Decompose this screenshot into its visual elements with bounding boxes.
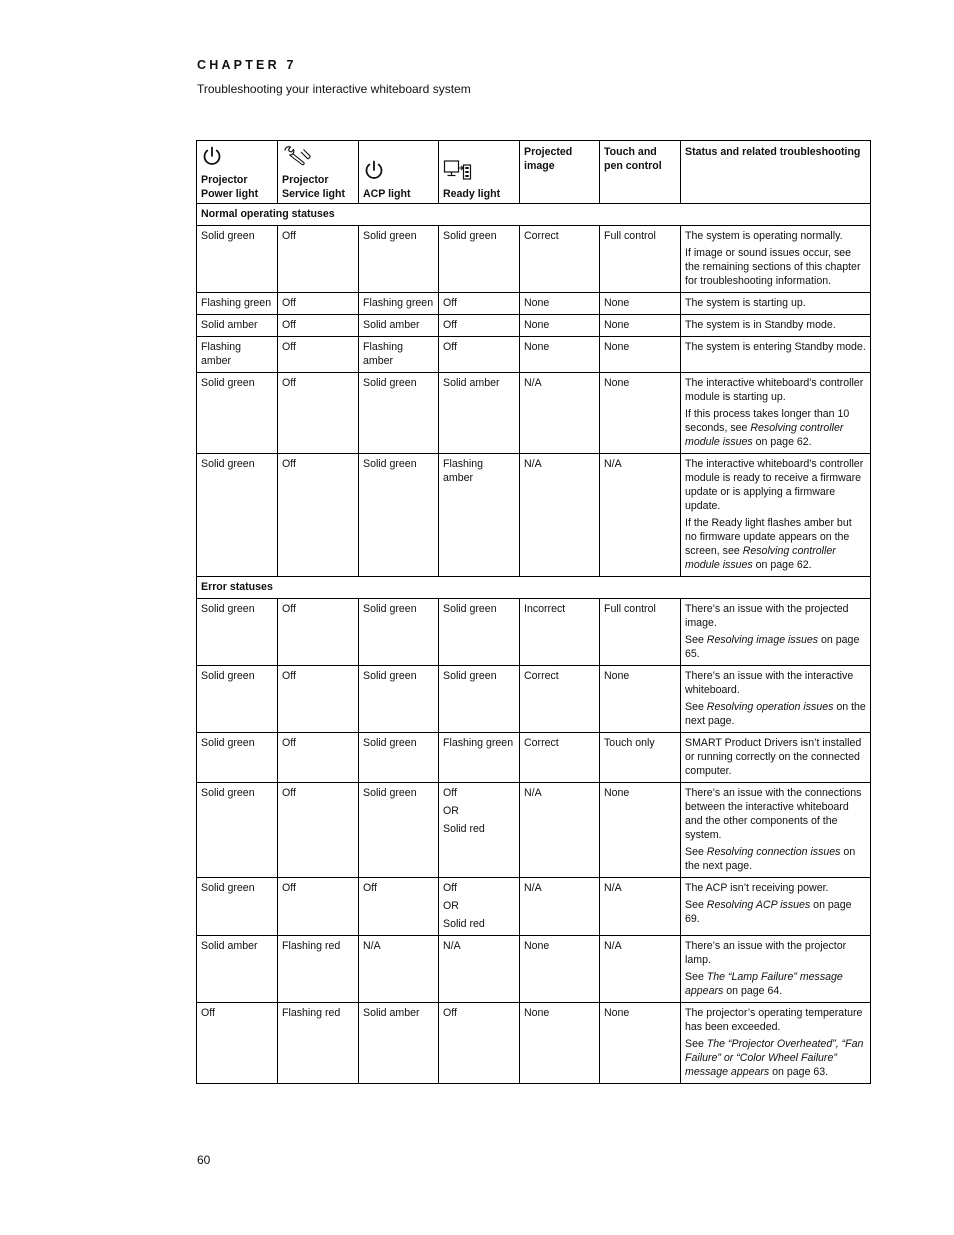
status-text: There’s an issue with the connections between the interactive whiteboard and the other components of the system. xyxy=(685,787,862,841)
status-paragraph xyxy=(685,457,866,513)
table-cell: Off xyxy=(278,878,359,936)
status-text: The ACP isn’t receiving power. xyxy=(685,882,829,894)
cross-reference: Resolving controller module issues xyxy=(685,545,836,571)
table-cell: Full control xyxy=(600,226,681,293)
ready-icon xyxy=(443,159,515,185)
column-header-label: Projector Service light xyxy=(282,174,345,200)
cross-reference: Resolving controller module issues xyxy=(685,422,844,448)
status-paragraph xyxy=(685,881,866,895)
status-text: If image or sound issues occur, see the remaining sections of this chapter for troubleshooting information. xyxy=(685,247,861,287)
table-cell: N/A xyxy=(520,878,600,936)
table-cell: Solid green xyxy=(197,454,278,577)
status-text: The interactive whiteboard’s controller module is starting up. xyxy=(685,377,864,403)
table-cell: N/A xyxy=(520,454,600,577)
table-cell xyxy=(439,878,520,936)
table-cell: Solid green xyxy=(439,599,520,666)
status-text: If this process takes longer than 10 seconds, see xyxy=(685,408,850,434)
status-text: See xyxy=(685,634,707,646)
status-text: There’s an issue with the projected image. xyxy=(685,603,849,629)
table-cell: Off xyxy=(439,337,520,373)
status-paragraph xyxy=(685,845,866,873)
table-cell: Solid green xyxy=(439,666,520,733)
troubleshooting-table xyxy=(196,140,871,1084)
status-text: See xyxy=(685,899,707,911)
status-cell xyxy=(681,454,871,577)
table-cell: Solid green xyxy=(439,226,520,293)
status-text: There’s an issue with the interactive whiteboard. xyxy=(685,670,854,696)
column-header-label: Projected image xyxy=(524,146,573,172)
status-cell xyxy=(681,1003,871,1084)
table-cell: Solid green xyxy=(197,666,278,733)
status-text: on the next page. xyxy=(685,846,856,872)
table-cell: Off xyxy=(439,1003,520,1084)
status-text: on page 63. xyxy=(769,1066,829,1078)
table-cell: Off xyxy=(278,315,359,337)
status-text: on page 62. xyxy=(752,436,812,448)
status-paragraph xyxy=(685,376,866,404)
status-text: See xyxy=(685,971,707,983)
column-header-label: Status and related troubleshooting xyxy=(685,146,861,158)
table-cell: N/A xyxy=(600,878,681,936)
table-cell: Full control xyxy=(600,599,681,666)
cross-reference: Resolving operation issues xyxy=(706,701,834,713)
table-cell: N/A xyxy=(600,936,681,1003)
table-cell: Flashing amber xyxy=(197,337,278,373)
status-paragraph xyxy=(685,970,866,998)
status-paragraph xyxy=(685,407,866,449)
status-paragraph xyxy=(685,296,866,310)
table-cell: Solid green xyxy=(359,599,439,666)
status-text: There’s an issue with the projector lamp. xyxy=(685,940,847,966)
table-cell: Off xyxy=(278,293,359,315)
cross-reference: The “Lamp Failure” message appears xyxy=(685,971,843,997)
table-cell: Solid amber xyxy=(359,315,439,337)
status-paragraph xyxy=(685,898,866,926)
table-cell: Off xyxy=(359,878,439,936)
column-header xyxy=(681,141,871,204)
chapter-label: CHAPTER 7 xyxy=(197,58,297,72)
table-cell: None xyxy=(600,373,681,454)
table-cell: None xyxy=(600,337,681,373)
table-row xyxy=(197,226,871,293)
table-cell: Off xyxy=(197,1003,278,1084)
status-cell xyxy=(681,337,871,373)
status-paragraph xyxy=(685,602,866,630)
table-cell: Incorrect xyxy=(520,599,600,666)
status-cell xyxy=(681,226,871,293)
status-cell xyxy=(681,878,871,936)
status-text: See xyxy=(685,701,707,713)
status-cell xyxy=(681,293,871,315)
status-paragraph xyxy=(685,736,866,778)
table-cell: Solid green xyxy=(197,878,278,936)
table-cell: Off xyxy=(278,666,359,733)
table-cell: Flashing green xyxy=(197,293,278,315)
table-cell: Solid green xyxy=(359,454,439,577)
status-text: on the next page. xyxy=(685,701,866,727)
cell-line: Solid red xyxy=(443,823,485,835)
cell-line: Off xyxy=(443,787,457,799)
page-number: 60 xyxy=(197,1153,211,1167)
table-cell: Solid green xyxy=(359,373,439,454)
status-cell xyxy=(681,315,871,337)
status-text: SMART Product Drivers isn’t installed or running correctly on the connected computer. xyxy=(685,737,862,777)
table-cell: None xyxy=(520,936,600,1003)
table-row xyxy=(197,315,871,337)
cell-line: Solid red xyxy=(443,918,485,930)
table-row xyxy=(197,373,871,454)
table-cell: Solid green xyxy=(197,783,278,878)
status-text: See xyxy=(685,1038,707,1050)
table-cell: Off xyxy=(278,454,359,577)
column-header-label: ACP light xyxy=(363,188,411,200)
column-header xyxy=(520,141,600,204)
table-cell: N/A xyxy=(520,783,600,878)
status-text: on page 69. xyxy=(685,899,852,925)
column-header xyxy=(278,141,359,204)
status-text: on page 64. xyxy=(723,985,783,997)
table-cell: Flashing red xyxy=(278,1003,359,1084)
status-paragraph xyxy=(685,318,866,332)
table-cell: N/A xyxy=(359,936,439,1003)
status-paragraph xyxy=(685,700,866,728)
table-row xyxy=(197,733,871,783)
table-cell: Flashing green xyxy=(359,293,439,315)
table-cell: Solid green xyxy=(197,373,278,454)
table-row xyxy=(197,599,871,666)
table-row xyxy=(197,936,871,1003)
table-cell: Solid amber xyxy=(439,373,520,454)
table-cell: Flashing green xyxy=(439,733,520,783)
status-paragraph xyxy=(685,1006,866,1034)
column-header xyxy=(197,141,278,204)
table-cell: Solid amber xyxy=(359,1003,439,1084)
cross-reference: Resolving ACP issues xyxy=(706,899,811,911)
cell-line: OR xyxy=(443,805,459,817)
table-cell: Flashing amber xyxy=(439,454,520,577)
status-text: See xyxy=(685,846,707,858)
status-paragraph xyxy=(685,246,866,288)
table-cell xyxy=(439,783,520,878)
table-cell: None xyxy=(520,1003,600,1084)
column-header-label: Projector Power light xyxy=(201,174,259,200)
table-row xyxy=(197,454,871,577)
table-cell: N/A xyxy=(520,373,600,454)
status-paragraph xyxy=(685,516,866,572)
table-cell: Off xyxy=(278,226,359,293)
cross-reference: Resolving connection issues xyxy=(706,846,841,858)
column-header-label: Ready light xyxy=(443,188,501,200)
table-cell: Solid green xyxy=(197,226,278,293)
table-row xyxy=(197,337,871,373)
power-icon xyxy=(201,145,273,171)
status-paragraph xyxy=(685,340,866,354)
status-text: The system is entering Standby mode. xyxy=(685,341,866,353)
table-cell: Solid green xyxy=(197,733,278,783)
table-row xyxy=(197,1003,871,1084)
table-cell: Solid green xyxy=(197,599,278,666)
table-cell: Solid green xyxy=(359,783,439,878)
table-cell: Touch only xyxy=(600,733,681,783)
status-text: The system is operating normally. xyxy=(685,230,843,242)
status-paragraph xyxy=(685,1037,866,1079)
status-paragraph xyxy=(685,633,866,661)
section-row xyxy=(197,577,871,599)
table-row xyxy=(197,293,871,315)
table-cell: N/A xyxy=(600,454,681,577)
section-title: Error statuses xyxy=(197,577,871,599)
column-header xyxy=(600,141,681,204)
table-cell: None xyxy=(600,293,681,315)
table-cell: N/A xyxy=(439,936,520,1003)
table-cell: Off xyxy=(439,293,520,315)
status-paragraph xyxy=(685,786,866,842)
chapter-subtitle: Troubleshooting your interactive whiteboard system xyxy=(197,82,471,96)
status-text: If the Ready light flashes amber but no firmware update appears on the screen, see xyxy=(685,517,852,557)
status-paragraph xyxy=(685,229,866,243)
table-cell: Correct xyxy=(520,666,600,733)
table-row xyxy=(197,783,871,878)
table-body xyxy=(197,204,871,1084)
status-text: The system is in Standby mode. xyxy=(685,319,836,331)
table-cell: Solid green xyxy=(359,666,439,733)
table-cell: Solid green xyxy=(359,226,439,293)
cell-line: Off xyxy=(443,882,457,894)
table-cell: Solid amber xyxy=(197,315,278,337)
table-cell: Off xyxy=(278,733,359,783)
header-row xyxy=(197,141,871,204)
table-cell: Correct xyxy=(520,733,600,783)
section-title: Normal operating statuses xyxy=(197,204,871,226)
table-cell: Off xyxy=(278,599,359,666)
table-row xyxy=(197,666,871,733)
status-text: on page 65. xyxy=(685,634,860,660)
table-cell: None xyxy=(520,293,600,315)
status-text: The system is starting up. xyxy=(685,297,806,309)
table-cell: Off xyxy=(278,783,359,878)
table-cell: None xyxy=(600,783,681,878)
table-cell: Off xyxy=(278,337,359,373)
status-paragraph xyxy=(685,939,866,967)
table-cell: Solid green xyxy=(359,733,439,783)
table-cell: Solid amber xyxy=(197,936,278,1003)
status-text: The interactive whiteboard’s controller module is ready to receive a firmware update or is applying a firmware update. xyxy=(685,458,864,512)
status-cell xyxy=(681,936,871,1003)
table-header xyxy=(197,141,871,204)
status-paragraph xyxy=(685,669,866,697)
cross-reference: Resolving image issues xyxy=(706,634,819,646)
column-header-label: Touch and pen control xyxy=(604,146,662,172)
cross-reference: The “Projector Overheated”, “Fan Failure” or “Color Wheel Failure” message appears xyxy=(685,1038,864,1078)
table-cell: Flashing amber xyxy=(359,337,439,373)
status-cell xyxy=(681,783,871,878)
table-cell: Off xyxy=(439,315,520,337)
table-cell: Correct xyxy=(520,226,600,293)
status-text: The projector’s operating temperature has been exceeded. xyxy=(685,1007,863,1033)
column-header xyxy=(439,141,520,204)
cell-line: OR xyxy=(443,900,459,912)
status-cell xyxy=(681,599,871,666)
status-cell xyxy=(681,666,871,733)
table-cell: None xyxy=(600,666,681,733)
table-cell: None xyxy=(600,315,681,337)
section-row xyxy=(197,204,871,226)
table-cell: None xyxy=(600,1003,681,1084)
column-header xyxy=(359,141,439,204)
status-cell xyxy=(681,733,871,783)
table-row xyxy=(197,878,871,936)
status-text: on page 62. xyxy=(752,559,812,571)
table-cell: None xyxy=(520,315,600,337)
status-cell xyxy=(681,373,871,454)
power-icon xyxy=(363,159,434,185)
wrench-icon xyxy=(282,145,354,171)
table-cell: None xyxy=(520,337,600,373)
table-cell: Off xyxy=(278,373,359,454)
table-cell: Flashing red xyxy=(278,936,359,1003)
